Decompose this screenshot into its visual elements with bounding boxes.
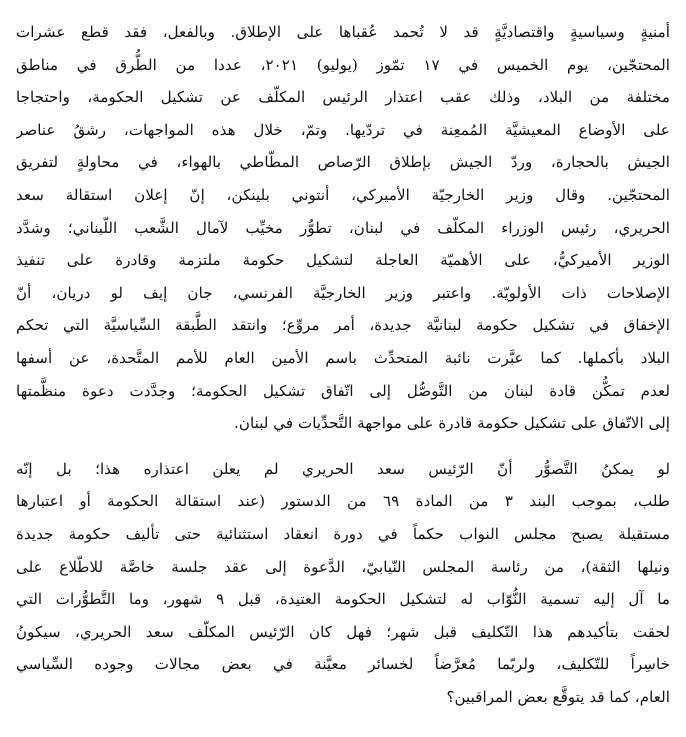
text-line: خاسِراً للتّكليف، ولربّما مُعرَّضاً لخسائر معيَّنة في بعض مجالات وجوده السِّياسي <box>16 655 670 674</box>
paragraph-1 <box>16 16 670 440</box>
text-line: الإصلاحات ذات الأولويّة. واعتبر وزير الخارجيَّة الفرنسي، جان إيف لو دريان، أنّ <box>16 283 670 302</box>
text-line: الجيش بالحجارة، وردّ الجيش بإطلاق الرّصاص المطّاطي بالهواء، في محاولةٍ لتفريق <box>16 153 670 172</box>
text-line: مستقيلة يصبح مجلس النواب حكماً في دورة انعقاد استثنائية حتى تأليف حكومة جديدة <box>16 524 670 543</box>
text-line: ونيلها الثقة)، من رئاسة المجلس النّيابيّ، الدَّعوة إلى عقد جلسة خاصَّة للاطّلاع على <box>16 557 670 576</box>
text-line: لعدم تمكُّن قادة لبنان من التَّوصُّل إلى اتّفاق تشكيل الحكومة؛ وجدَّدت دعوة منظَّمتها <box>16 381 670 400</box>
text-line: لو يمكنُ التَّصوُّر أنّ الرّئيس سعد الحريري لم يعلن اعتذاره هذا؛ بل إنّه <box>16 459 670 478</box>
text-line: المحتجّين. وقال وزير الخارجيّة الأميركي، أنتوني بلينكن، إنّ إعلان استقالة سعد <box>16 185 670 204</box>
paragraph-gap <box>16 440 670 453</box>
text-line: الإخفاق في تشكيل حكومة لبنانيَّة جديدة، أمر مروِّع؛ وانتقد الطَّبقة السِّياسيَّة التي تحكم <box>16 316 670 335</box>
text-line: البلاد بأكملها. كما عبَّرت نائبة المتحدِّث باسم الأمين العام للأمم المتَّحدة، عن أسفها <box>16 348 670 367</box>
text-line: الحريري، رئيس الوزراء المكلّف في لبنان، تطوُّر مخيِّب لآمال الشَّعب اللّبناني؛ وشدَّد <box>16 218 670 237</box>
text-line: على الأوضاع المعيشيَّة المُمعِنة في تردّيها. وتمّ، خلال هذه المواجهات، رشقُ عناصر <box>16 120 670 139</box>
text-line: المحتجّين، يوم الخميس في ١٧ تمّوز (يوليو) ٢٠٢١، عددا من الطُّرق في مناطق <box>16 55 670 74</box>
text-line: طلب، بموجب البند ٣ من المادة ٦٩ من الدستور (عند استقالة الحكومة أو اعتبارها <box>16 492 670 511</box>
text-line: الوزير الأميركيُّ، على الأهميّة العاجلة لتشكيل حكومة ملتزمة وقادرة على تنفيذ <box>16 251 670 270</box>
document-page <box>16 16 670 729</box>
text-line: ما آل إليه تسمية النُّوّاب له لتشكيل الحكومة العتيدة، قبل ٩ شهور، وما التَّطوُّرات التي <box>16 590 670 609</box>
text-line: أمنيةٍ وسياسيةٍ واقتصاديَّةٍ قد لا تُحمد عُقباها على الإطلاق. وبالفعل، فقد قطع عشرات <box>16 23 670 41</box>
text-line: العام، كما قد يتوقَّع بعض المراقبين؟ <box>446 687 670 706</box>
text-line: مختلفة من البلاد، وذلك عقب اعتذار الرئيس المكلّف عن تشكيل الحكومة، واحتجاجا <box>16 88 670 107</box>
text-line: إلى الاتّفاق على تشكيل حكومة قادرة على مواجهة التَّحدِّيات في لبنان. <box>234 414 670 433</box>
text-line: لحقت بتأكيدهم هذا التّكليف قبل شهر؛ فهل كان الرّئيس المكلّف سعد الحريري، سيكونُ <box>16 622 670 641</box>
paragraph-2 <box>16 453 670 714</box>
